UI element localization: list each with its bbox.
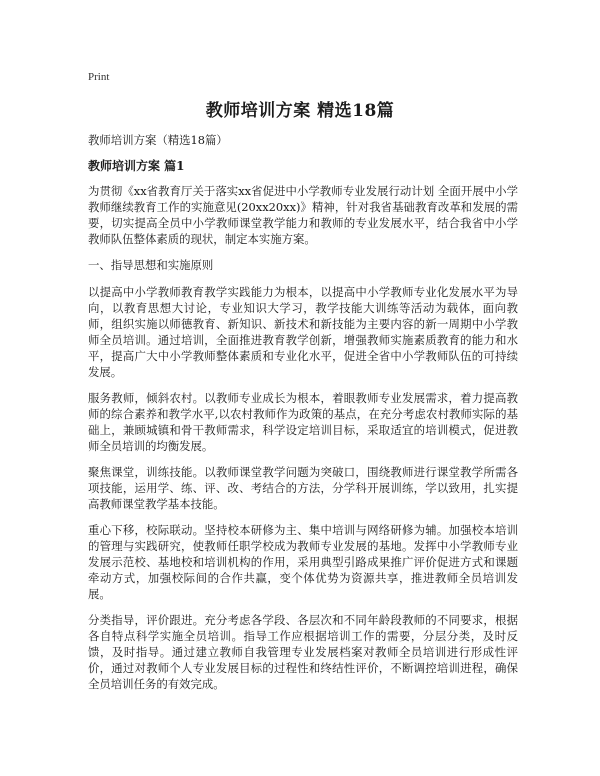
body-paragraph: 分类指导，评价跟进。充分考虑各学段、各层次和不同年龄段教师的不同要求，根据各自特点科学实施全员培训。指导工作应根据培训工作的需要，分层分类，及时反馈，及时指导。通过建立教师自我管理专业发展档案对教师全员培训进行形成性评价，通过对教师个人专业发展目标的过程性和终结性评价，不断调控培训进程，确保全员培训任务的有效完成。 bbox=[88, 613, 518, 691]
body-paragraph: 重心下移，校际联动。坚持校本研修为主、集中培训与网络研修为辅。加强校本培训的管理与实践研究，使教师任职学校成为教师专业发展的基地。发挥中小学教师专业发展示范校、基地校和培训机构的作用，采用典型引路成果推广评价促进方式和课题牵动方式，加强校际间的合作共赢，变个体优势为资源共享，推进教师全员培训发展。 bbox=[88, 523, 518, 601]
document-subtitle: 教师培训方案（精选18篇） bbox=[88, 133, 228, 147]
body-paragraph: 服务教师，倾斜农村。以教师专业成长为根本，着眼教师专业发展需求，着力提高教师的综合素养和教学水平,以农村教师作为政策的基点，在充分考虑农村教师实际的基础上，兼顾城镇和骨干教师需求，科学设定培训目标，采取适宜的培训模式，促进教师全员培训的均衡发展。 bbox=[88, 391, 518, 453]
page-title: 教师培训方案 精选18篇 bbox=[205, 101, 395, 121]
section-heading: 一、指导思想和实施原则 bbox=[88, 258, 214, 272]
intro-paragraph: 为贯彻《xx省教育厅关于落实xx省促进中小学教师专业发展行动计划 全面开展中小学教师继续教育工作的实施意见(20xx20xx)》精神，针对我省基础教育改革和发展的需要，切实提高全员中小学教师课堂教学能力和教师的专业发展水平，结合我省中小学教师队伍整体素质的现状，制定本实施方案。 bbox=[88, 184, 518, 246]
body-paragraph: 聚焦课堂，训练技能。以教师课堂教学问题为突破口，围绕教师进行课堂教学所需各项技能，运用学、练、评、改、考结合的方法，分学科开展训练，学以致用，扎实提高教师课堂教学基本技能。 bbox=[88, 465, 518, 511]
body-paragraph: 以提高中小学教师教育教学实践能力为根本，以提高中小学教师专业化发展水平为导向，以教育思想大讨论，专业知识大学习，教学技能大训练等活动为载体，面向教师，组织实施以师德教育、新知识、新技术和新技能为主要内容的新一周期中小学教师全员培训。通过培训，全面推进教育教学创新，增强教师实施素质教育的能力和水平，提高广大中小学教师整体素质和专业化水平，促进全省中小学教师队伍的可持续发展。 bbox=[88, 285, 518, 379]
print-link[interactable]: Print bbox=[88, 71, 110, 83]
section-title: 教师培训方案 篇1 bbox=[88, 159, 185, 173]
document-body bbox=[88, 132, 518, 702]
